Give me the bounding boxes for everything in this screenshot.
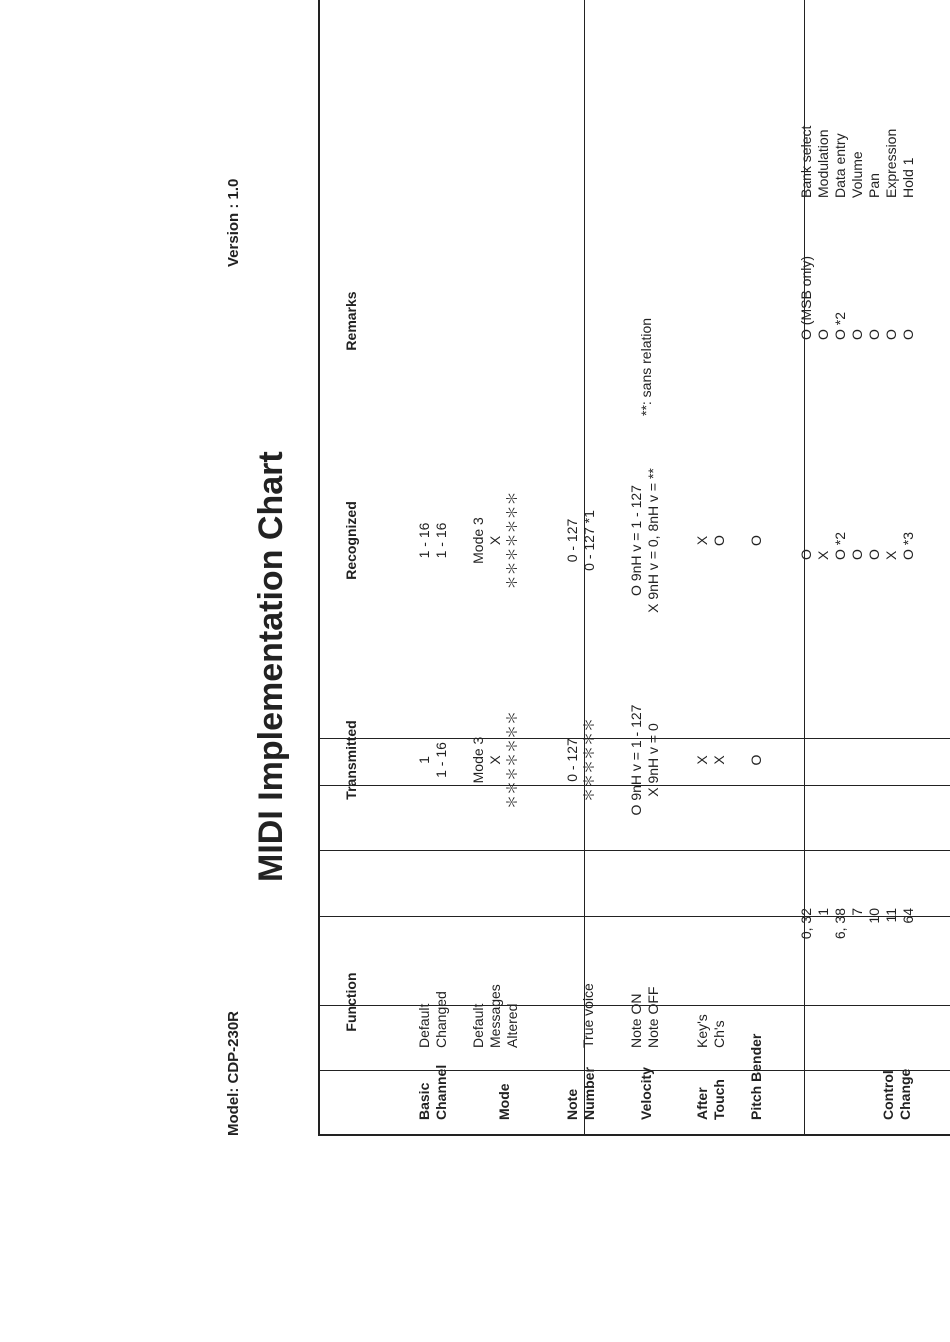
note-number-recognized: [564, 431, 598, 650]
row-label-line: Channel: [433, 1064, 449, 1120]
remark-text: Bank select: [798, 125, 814, 198]
item-text: Note OFF: [645, 986, 661, 1048]
remark-text: Data entry: [832, 133, 848, 198]
item-text: 6, 38: [832, 908, 848, 940]
value-text: O: [849, 549, 865, 560]
value-text: Mode 3: [470, 517, 486, 564]
value-text: ＊＊＊＊＊＊＊: [504, 711, 520, 809]
mode-transmitted: [470, 650, 521, 870]
remark-text: Expression: [883, 128, 899, 198]
value-text: X: [694, 535, 710, 546]
row-label-control-change: [880, 1069, 914, 1120]
item-text: Ch's: [711, 1020, 727, 1048]
row-label-basic-channel: [416, 1065, 450, 1120]
value-text: O: [798, 549, 814, 560]
row-label-note-number: [564, 1067, 598, 1120]
row-label-line: After: [694, 1087, 710, 1120]
velocity-transmitted: [628, 650, 662, 870]
value-text: X: [883, 550, 899, 560]
row-label-line: Change: [897, 1068, 913, 1120]
value-text: X: [815, 550, 831, 560]
value-text: O: [849, 329, 865, 340]
value-text: O: [900, 329, 916, 340]
value-text: 0 - 127: [564, 518, 580, 563]
remark-text: Volume: [849, 151, 865, 198]
item-text: Default: [470, 1003, 486, 1048]
basic-channel-transmitted: [416, 650, 450, 870]
header-remarks: Remarks: [343, 291, 359, 351]
value-text: X: [487, 755, 503, 765]
value-text: O (MSB only): [798, 255, 814, 340]
mode-items: [470, 984, 521, 1048]
after-touch-transmitted: [694, 650, 728, 870]
item-text: 10: [866, 908, 882, 924]
value-text: O 9nH v = 1 - 127: [628, 485, 644, 596]
value-text: O: [815, 329, 831, 340]
row-label-velocity: Velocity: [638, 1067, 654, 1120]
item-text: Key's: [694, 1014, 710, 1048]
item-text: 64: [900, 908, 916, 924]
control-change-recognized: [798, 256, 917, 340]
value-text: X: [487, 535, 503, 546]
value-text: O *2: [832, 531, 848, 560]
value-text: 1 - 16: [433, 522, 449, 559]
value-text: X 9nH v = 0, 8nH v = **: [645, 468, 661, 613]
header-recognized: Recognized: [343, 501, 359, 580]
value-text: 1 - 16: [433, 742, 449, 778]
mode-recognized: [470, 431, 521, 650]
value-text: O: [883, 329, 899, 340]
remark-text: Hold 1: [900, 157, 916, 198]
row-divider: [320, 1070, 950, 1071]
pitch-bender-recognized: O: [748, 535, 764, 546]
velocity-recognized: [628, 431, 662, 650]
control-change-remarks: [798, 126, 917, 198]
item-text: 7: [849, 908, 865, 916]
value-text: ＊＊＊＊＊＊: [581, 718, 597, 802]
value-text: X: [694, 755, 710, 765]
version-label: Version : 1.0: [225, 178, 242, 267]
remark-text: Modulation: [815, 129, 831, 198]
model-label: Model: CDP-230R: [225, 1010, 242, 1136]
note-number-item: True voice: [580, 983, 596, 1048]
value-text: O: [711, 535, 727, 546]
value-text: 0 - 127 *1: [581, 510, 597, 571]
value-text: 1 - 16: [416, 522, 432, 559]
value-text: 1: [416, 756, 432, 764]
header-transmitted: Transmitted: [343, 720, 359, 800]
item-text: Messages: [487, 984, 503, 1048]
velocity-remarks: **: sans relation: [638, 317, 654, 416]
row-label-after-touch: [694, 1079, 728, 1120]
item-text: 1: [815, 908, 831, 916]
value-text: Mode 3: [470, 736, 486, 784]
basic-channel-items: [416, 991, 450, 1048]
note-number-transmitted: [564, 650, 598, 870]
control-change-numbers: [798, 908, 917, 984]
row-label-line: Number: [581, 1067, 597, 1120]
row-label-line: Control: [880, 1070, 896, 1120]
item-text: 11: [883, 908, 899, 923]
row-label-line: Note: [564, 1088, 580, 1120]
control-change-transmitted: [798, 532, 917, 560]
page-title: MIDI Implementation Chart: [252, 451, 290, 882]
after-touch-items: [694, 1014, 728, 1048]
header-function: Function: [343, 972, 359, 1032]
basic-channel-recognized: [416, 431, 450, 650]
value-text: O: [866, 329, 882, 340]
item-text: Changed: [433, 991, 449, 1048]
midi-implementation-table: [318, 0, 950, 1136]
value-text: O *2: [832, 311, 848, 340]
value-text: O *3: [900, 531, 916, 560]
value-text: X 9nH v = 0: [645, 723, 661, 797]
item-text: Note ON: [628, 993, 644, 1048]
row-label-line: Basic: [416, 1082, 432, 1120]
value-text: ＊＊＊＊＊＊＊: [504, 491, 520, 590]
value-text: X: [711, 755, 727, 765]
remark-text: Pan: [866, 173, 882, 198]
item-text: 0, 32: [798, 908, 814, 940]
row-label-pitch-bender: Pitch Bender: [748, 1033, 764, 1120]
after-touch-recognized: [694, 431, 728, 650]
row-label-mode: Mode: [496, 1083, 512, 1120]
pitch-bender-transmitted: O: [748, 754, 764, 766]
row-label-line: Touch: [711, 1079, 727, 1120]
value-text: 0 - 127: [564, 738, 580, 782]
velocity-items: [628, 987, 662, 1048]
value-text: O: [866, 549, 882, 560]
item-text: Altered: [504, 1003, 520, 1048]
value-text: O 9nH v = 1 - 127: [628, 704, 644, 816]
item-text: Default: [416, 1003, 432, 1048]
